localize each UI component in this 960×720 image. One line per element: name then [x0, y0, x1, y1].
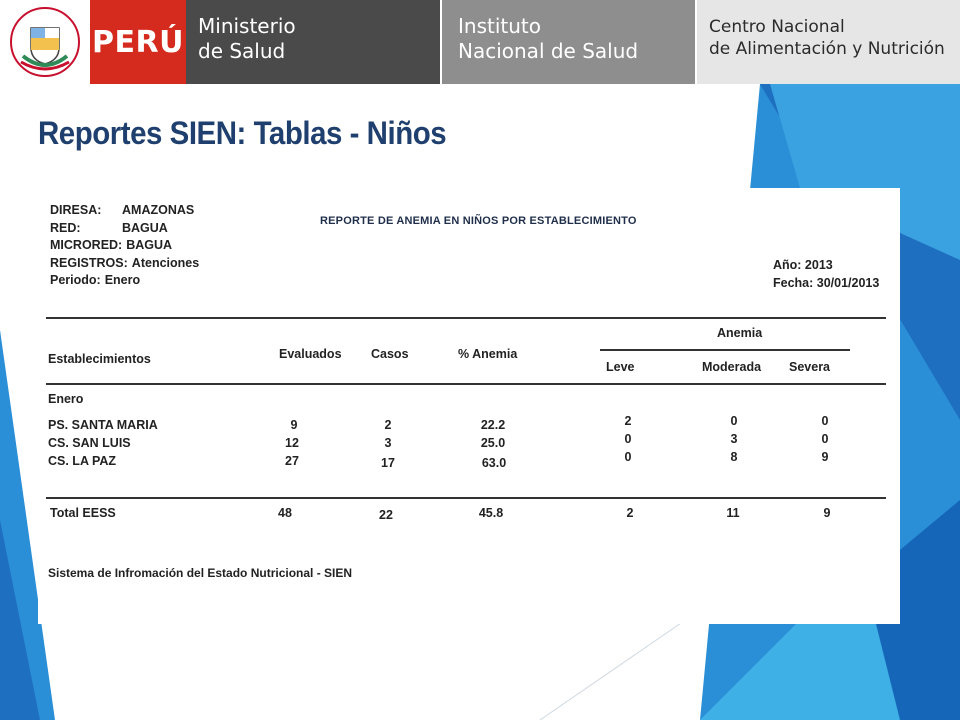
table-cell-evaluados: 27	[285, 454, 299, 468]
table-row-name: CS. LA PAZ	[48, 454, 117, 468]
coat-of-arms-logo	[0, 0, 90, 84]
meta-key: RED:	[50, 220, 81, 235]
ministry-line-2: de Salud	[198, 39, 286, 63]
institute-name	[440, 0, 695, 84]
meta-value: AMAZONAS	[122, 203, 195, 217]
table-cell-casos: 17	[381, 456, 395, 470]
col-header-establecimientos: Establecimientos	[48, 352, 151, 366]
center-line-1: Centro Nacional	[709, 17, 845, 37]
col-header-moderada: Moderada	[702, 360, 762, 374]
table-cell-evaluados: 12	[285, 436, 299, 450]
anemia-group-rule	[600, 349, 850, 351]
meta-row	[50, 220, 199, 238]
table-cell-pct: 22.2	[480, 418, 506, 432]
peru-brand: PERÚ	[90, 0, 186, 84]
meta-key: DIRESA:	[50, 203, 102, 217]
col-header-evaluados: Evaluados	[279, 347, 342, 361]
meta-row	[50, 255, 199, 273]
header-bottom-rule	[46, 383, 886, 385]
meta-key: Periodo:	[50, 273, 101, 287]
center-name	[695, 0, 960, 84]
table-cell-pct: 63.0	[481, 456, 507, 470]
total-row-name: Total EESS	[50, 506, 116, 520]
meta-value: Atenciones	[131, 255, 200, 270]
report-meta	[50, 202, 199, 290]
total-top-rule	[46, 497, 886, 499]
report-panel	[38, 188, 900, 624]
table-cell-casos: 3	[384, 436, 392, 450]
table-cell-severa: 9	[821, 450, 829, 464]
ministry-line-1: Ministerio	[198, 14, 296, 38]
col-header-severa: Severa	[789, 360, 831, 374]
meta-key: MICRORED:	[50, 238, 123, 252]
table-cell-leve: 0	[624, 432, 632, 446]
meta-value: BAGUA	[126, 238, 173, 252]
col-header-casos: Casos	[371, 347, 409, 361]
meta-row	[50, 202, 199, 220]
table-cell-leve: 2	[624, 414, 632, 428]
meta-key: REGISTROS:	[50, 255, 128, 270]
total-cell-evaluados: 48	[278, 506, 292, 520]
report-date: Fecha: 30/01/2013	[773, 275, 880, 290]
table-cell-severa: 0	[821, 432, 829, 446]
total-cell-severa: 9	[823, 506, 831, 520]
meta-value: Enero	[104, 273, 141, 287]
table-cell-evaluados: 9	[290, 418, 298, 432]
center-line-2: de Alimentación y Nutrición	[709, 39, 945, 59]
meta-row	[50, 272, 199, 290]
table-cell-moderada: 8	[730, 450, 738, 464]
col-header-pct-anemia: % Anemia	[458, 347, 518, 361]
institute-line-2: Nacional de Salud	[458, 39, 639, 63]
table-cell-moderada: 3	[730, 432, 738, 446]
report-footer: Sistema de Infromación del Estado Nutricional - SIEN	[48, 566, 353, 580]
crest-icon	[9, 6, 81, 78]
table-cell-severa: 0	[821, 414, 829, 428]
ministry-name	[186, 0, 440, 84]
total-cell-moderada: 11	[726, 506, 740, 520]
total-cell-pct: 45.8	[478, 506, 504, 520]
slide-title: Reportes SIEN: Tablas - Niños	[38, 115, 447, 151]
table-cell-casos: 2	[384, 418, 392, 432]
table-row-name: CS. SAN LUIS	[48, 436, 131, 450]
table-row-name: PS. SANTA MARIA	[48, 418, 158, 432]
report-year: Año: 2013	[773, 258, 833, 272]
institute-line-1: Instituto	[458, 14, 541, 38]
total-cell-leve: 2	[626, 506, 634, 520]
meta-row	[50, 237, 199, 255]
header-bar	[0, 0, 960, 84]
report-date-block	[773, 257, 879, 292]
table-top-rule	[46, 317, 886, 319]
report-heading: REPORTE DE ANEMIA EN NIÑOS POR ESTABLECIMIENTO	[320, 215, 637, 227]
col-header-anemia-group: Anemia	[717, 326, 763, 340]
table-cell-moderada: 0	[730, 414, 738, 428]
period-label: Enero	[48, 392, 84, 406]
table-cell-pct: 25.0	[480, 436, 506, 450]
table-cell-leve: 0	[624, 450, 632, 464]
col-header-leve: Leve	[606, 360, 635, 374]
meta-value: BAGUA	[122, 220, 168, 235]
total-cell-casos: 22	[379, 508, 393, 522]
